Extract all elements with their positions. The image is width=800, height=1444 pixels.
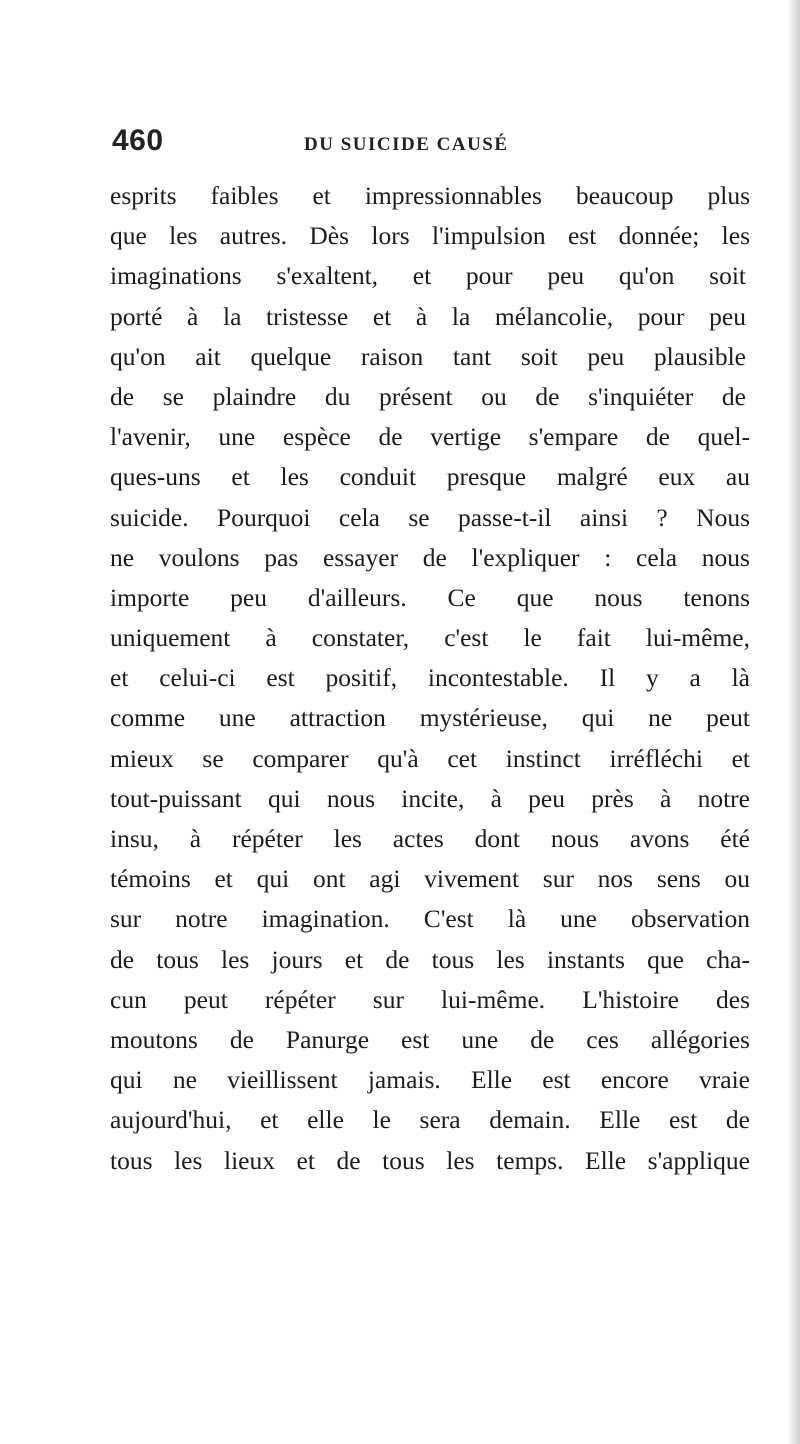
page-header [112, 124, 732, 168]
text-line: cun peut répéter sur lui-même. L'histoire des [110, 984, 750, 1014]
text-line: suicide. Pourquoi cela se passe-t-il ainsi ? Nous [110, 502, 750, 532]
page-edge-shadow [788, 0, 800, 1444]
text-line: l'avenir, une espèce de vertige s'empare de quel- [110, 422, 750, 452]
text-line: et celui-ci est positif, incontestable. Il y a là [110, 663, 750, 693]
text-line: porté à la tristesse et à la mélancolie, pour peu [110, 301, 746, 331]
page-number: 460 [112, 124, 164, 157]
text-line: de se plaindre du présent ou de s'inquiéter de [110, 381, 746, 411]
text-line: comme une attraction mystérieuse, qui ne peut [110, 703, 750, 733]
text-line: qu'on ait quelque raison tant soit peu plausible [110, 341, 746, 371]
text-line: mieux se comparer qu'à cet instinct irréfléchi et [110, 743, 750, 773]
text-line: que les autres. Dès lors l'impulsion est donnée; les [110, 221, 750, 251]
text-line: ne voulons pas essayer de l'expliquer : cela nous [110, 542, 750, 572]
text-line: imaginations s'exaltent, et pour peu qu'on soit [110, 261, 746, 291]
text-line: témoins et qui ont agi vivement sur nos sens ou [110, 864, 750, 894]
text-line: tout-puissant qui nous incite, à peu près à notre [110, 783, 750, 813]
running-title: DU SUICIDE CAUSÉ [304, 134, 509, 155]
text-line: insu, à répéter les actes dont nous avons été [110, 824, 750, 853]
text-line: moutons de Panurge est une de ces allégories [110, 1024, 750, 1054]
text-line: de tous les jours et de tous les instants que cha- [110, 944, 750, 974]
text-line: esprits faibles et impressionnables beaucoup plus [110, 181, 750, 210]
text-line: ques-uns et les conduit presque malgré eux au [110, 462, 750, 492]
text-line: qui ne vieillissent jamais. Elle est encore vraie [110, 1065, 750, 1095]
body-text [110, 176, 750, 1181]
text-line: sur notre imagination. C'est là une observation [110, 904, 750, 934]
text-line: importe peu d'ailleurs. Ce que nous tenons [110, 582, 750, 612]
text-line: uniquement à constater, c'est le fait lui-même, [110, 623, 750, 653]
text-line: aujourd'hui, et elle le sera demain. Elle est de [110, 1105, 750, 1135]
text-line: tous les lieux et de tous les temps. Elle s'applique [110, 1145, 750, 1175]
